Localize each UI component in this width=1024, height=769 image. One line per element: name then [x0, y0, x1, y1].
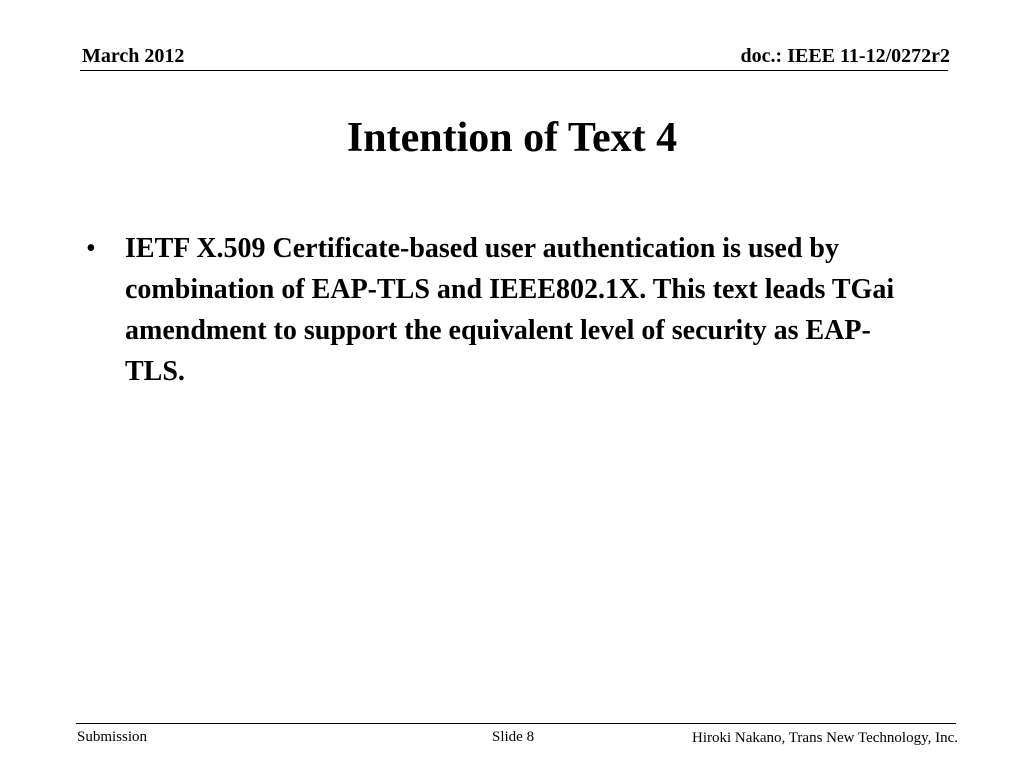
footer-author: Hiroki Nakano, Trans New Technology, Inc. — [692, 730, 958, 746]
footer-slide-number: Slide 8 — [492, 729, 535, 745]
footer-submission: Submission — [77, 729, 148, 745]
slide-header — [80, 44, 948, 71]
bullet-list — [86, 228, 906, 392]
bullet-marker: • — [86, 233, 96, 264]
slide-title: Intention of Text 4 — [346, 115, 678, 161]
bullet-item — [86, 228, 906, 392]
slide-footer — [76, 723, 956, 769]
header-document-id: doc.: IEEE 11-12/0272r2 — [740, 45, 950, 67]
bullet-text: IETF X.509 Certificate-based user authentication is used by combination of EAP-TLS and IEEE802.1X. This text leads TGai amendment to support the equivalent level of security as EAP-TLS. — [125, 233, 895, 387]
header-date: March 2012 — [82, 45, 185, 67]
